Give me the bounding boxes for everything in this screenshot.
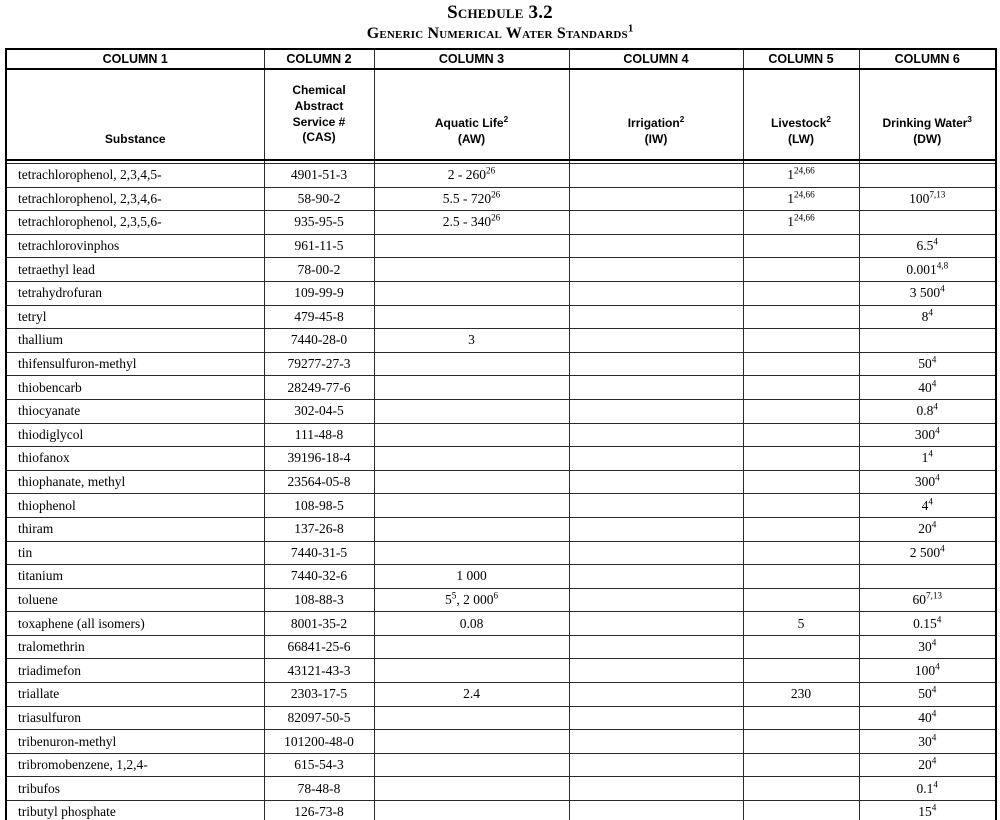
iw-cell [569,494,743,518]
table-row [6,565,996,589]
iw-cell [569,234,743,258]
aw-cell: $2 - 260^{26}$ [374,164,569,188]
cas-cell: 109-99-9 [264,281,374,305]
iw-cell [569,635,743,659]
title-block [0,2,1000,43]
dw-cell [859,329,996,353]
lw-cell [743,588,859,612]
aw-cell [374,659,569,683]
cas-cell: 79277-27-3 [264,352,374,376]
table-body [6,164,996,820]
dw-cell [859,164,996,188]
cas-cell: 58-90-2 [264,187,374,211]
aw-cell [374,635,569,659]
lw-cell: 5 [743,612,859,636]
iw-cell [569,399,743,423]
aw-cell: 0.08 [374,612,569,636]
lw-cell [743,329,859,353]
dw-cell: $0.8^4$ [859,399,996,423]
lw-cell [743,801,859,820]
substance-cell: tin [6,541,264,565]
cas-cell: 108-88-3 [264,588,374,612]
substance-cell: tetrachlorophenol, 2,3,4,6- [6,187,264,211]
dw-cell: $30^4$ [859,730,996,754]
dw-cell: 2 $500^4$ [859,541,996,565]
substance-cell: triallate [6,683,264,707]
dw-cell: 100$^{7,13}$ [859,187,996,211]
dw-cell: $300^4$ [859,470,996,494]
iw-cell [569,541,743,565]
iw-cell [569,164,743,188]
dw-cell [859,211,996,235]
table-row [6,281,996,305]
substance-cell: tetrachlorophenol, 2,3,5,6- [6,211,264,235]
lw-cell [743,730,859,754]
cas-cell: 302-04-5 [264,399,374,423]
cas-cell: 28249-77-6 [264,376,374,400]
column-header-6: COLUMN 6 [859,49,996,69]
subheader-livestock: Livestock$^2$ (LW) [743,69,859,160]
substance-cell: thiodiglycol [6,423,264,447]
table-row [6,258,996,282]
dw-cell: $50^4$ [859,683,996,707]
cas-cell: 137-26-8 [264,517,374,541]
iw-cell [569,565,743,589]
lw-cell: 1$^{24,66}$ [743,211,859,235]
iw-cell [569,376,743,400]
lw-cell [743,659,859,683]
lw-cell [743,305,859,329]
dw-cell: 60$^{7,13}$ [859,588,996,612]
dw-cell: $15^4$ [859,801,996,820]
lw-cell [743,517,859,541]
dw-cell: $40^4$ [859,706,996,730]
substance-cell: thifensulfuron-methyl [6,352,264,376]
substance-cell: tribromobenzene, 1,2,4- [6,753,264,777]
table-row [6,517,996,541]
cas-cell: 615-54-3 [264,753,374,777]
table-row [6,683,996,707]
table-header [6,49,996,164]
cas-cell: 78-00-2 [264,258,374,282]
schedule-title: Schedule 3.2 [447,2,553,23]
water-standards-table [5,48,997,820]
cas-cell: 2303-17-5 [264,683,374,707]
aw-cell [374,801,569,820]
cas-cell: 8001-35-2 [264,612,374,636]
aw-cell [374,517,569,541]
aw-cell [374,777,569,801]
dw-cell: $20^4$ [859,753,996,777]
substance-cell: tetrachlorovinphos [6,234,264,258]
table-row [6,612,996,636]
table-row [6,470,996,494]
iw-cell [569,683,743,707]
column-header-1: COLUMN 1 [6,49,264,69]
column-header-3: COLUMN 3 [374,49,569,69]
cas-cell: 961-11-5 [264,234,374,258]
substance-cell: tetryl [6,305,264,329]
substance-cell: toluene [6,588,264,612]
iw-cell [569,329,743,353]
table-row [6,187,996,211]
lw-cell [743,470,859,494]
subheader-row [6,69,996,160]
dw-cell: 3 $500^4$ [859,281,996,305]
iw-cell [569,777,743,801]
lw-cell [743,376,859,400]
lw-cell [743,234,859,258]
aw-cell [374,352,569,376]
column-header-4: COLUMN 4 [569,49,743,69]
iw-cell [569,211,743,235]
iw-cell [569,423,743,447]
aw-cell [374,399,569,423]
table-row [6,164,996,188]
lw-cell [743,399,859,423]
aw-cell [374,258,569,282]
aw-cell [374,281,569,305]
dw-cell: 0.001$^{4,8}$ [859,258,996,282]
iw-cell [569,470,743,494]
substance-cell: tributyl phosphate [6,801,264,820]
lw-cell [743,447,859,471]
table-row [6,494,996,518]
substance-cell: triadimefon [6,659,264,683]
dw-cell: $300^4$ [859,423,996,447]
iw-cell [569,352,743,376]
iw-cell [569,258,743,282]
aw-cell: $5.5 - 720^{26}$ [374,187,569,211]
lw-cell [743,565,859,589]
substance-cell: thiram [6,517,264,541]
aw-cell [374,706,569,730]
aw-cell [374,494,569,518]
lw-cell [743,777,859,801]
subheader-irrigation: Irrigation$^2$ (IW) [569,69,743,160]
aw-cell: $5^5$, 2 $000^6$ [374,588,569,612]
table-row [6,376,996,400]
dw-cell [859,565,996,589]
table-row [6,352,996,376]
cas-cell: 7440-31-5 [264,541,374,565]
substance-cell: thiophenol [6,494,264,518]
lw-cell: 1$^{24,66}$ [743,187,859,211]
dw-cell: $40^4$ [859,376,996,400]
cas-cell: 66841-25-6 [264,635,374,659]
lw-cell [743,541,859,565]
cas-cell: 111-48-8 [264,423,374,447]
substance-cell: thiocyanate [6,399,264,423]
iw-cell [569,447,743,471]
dw-cell: $6.5^4$ [859,234,996,258]
cas-cell: 7440-28-0 [264,329,374,353]
aw-cell: 1 000 [374,565,569,589]
cas-cell: 39196-18-4 [264,447,374,471]
iw-cell [569,281,743,305]
dw-cell: 0.15$^4$ [859,612,996,636]
substance-cell: tralomethrin [6,635,264,659]
cas-cell: 935-95-5 [264,211,374,235]
lw-cell: 1$^{24,66}$ [743,164,859,188]
table-row [6,659,996,683]
subheader-aquatic-life: Aquatic Life$^2$ (AW) [374,69,569,160]
table-row [6,211,996,235]
cas-cell: 7440-32-6 [264,565,374,589]
iw-cell [569,753,743,777]
dw-cell: $30^4$ [859,635,996,659]
lw-cell [743,281,859,305]
substance-cell: tetrahydrofuran [6,281,264,305]
dw-cell: $20^4$ [859,517,996,541]
cas-cell: 126-73-8 [264,801,374,820]
table-row [6,447,996,471]
table-row [6,730,996,754]
substance-cell: tribenuron-methyl [6,730,264,754]
subheader-substance: Substance [6,69,264,160]
table-row [6,588,996,612]
iw-cell [569,730,743,754]
dw-cell: $0.1^4$ [859,777,996,801]
aw-cell [374,305,569,329]
subheader-drinking-water: Drinking Water$^3$ (DW) [859,69,996,160]
substance-cell: tribufos [6,777,264,801]
aw-cell [374,753,569,777]
substance-cell: titanium [6,565,264,589]
table-row [6,541,996,565]
aw-cell [374,447,569,471]
substance-cell: tetrachlorophenol, 2,3,4,5- [6,164,264,188]
substance-cell: thiophanate, methyl [6,470,264,494]
table-row [6,305,996,329]
table-row [6,635,996,659]
iw-cell [569,659,743,683]
cas-cell: 43121-43-3 [264,659,374,683]
table-row [6,801,996,820]
substance-cell: toxaphene (all isomers) [6,612,264,636]
aw-cell [374,541,569,565]
table-row [6,329,996,353]
dw-cell: $50^4$ [859,352,996,376]
lw-cell [743,494,859,518]
table-row [6,234,996,258]
iw-cell [569,588,743,612]
iw-cell [569,305,743,329]
aw-cell: 2.4 [374,683,569,707]
lw-cell [743,706,859,730]
iw-cell [569,706,743,730]
dw-cell: $8^4$ [859,305,996,329]
table-row [6,399,996,423]
column-header-5: COLUMN 5 [743,49,859,69]
lw-cell [743,753,859,777]
substance-cell: triasulfuron [6,706,264,730]
substance-cell: thiofanox [6,447,264,471]
iw-cell [569,801,743,820]
aw-cell [374,376,569,400]
iw-cell [569,187,743,211]
dw-cell: $4^4$ [859,494,996,518]
cas-cell: 479-45-8 [264,305,374,329]
iw-cell [569,612,743,636]
lw-cell [743,352,859,376]
table-row [6,777,996,801]
lw-cell [743,423,859,447]
substance-cell: thiobencarb [6,376,264,400]
cas-cell: 101200-48-0 [264,730,374,754]
dw-cell: $100^4$ [859,659,996,683]
aw-cell: $2.5 - 340^{26}$ [374,211,569,235]
aw-cell [374,234,569,258]
table-row [6,706,996,730]
cas-cell: 82097-50-5 [264,706,374,730]
cas-cell: 78-48-8 [264,777,374,801]
aw-cell [374,470,569,494]
schedule-subtitle: Generic Numerical Water Standards$^1$ [366,22,634,42]
lw-cell [743,258,859,282]
cas-cell: 4901-51-3 [264,164,374,188]
substance-cell: thallium [6,329,264,353]
cas-cell: 108-98-5 [264,494,374,518]
aw-cell: 3 [374,329,569,353]
column-header-2: COLUMN 2 [264,49,374,69]
aw-cell [374,423,569,447]
aw-cell [374,730,569,754]
table-row [6,423,996,447]
lw-cell [743,635,859,659]
table-row [6,753,996,777]
subheader-cas: Chemical Abstract Service # (CAS) [264,69,374,160]
lw-cell: 230 [743,683,859,707]
column-header-row [6,49,996,69]
cas-cell: 23564-05-8 [264,470,374,494]
substance-cell: tetraethyl lead [6,258,264,282]
dw-cell: $1^4$ [859,447,996,471]
iw-cell [569,517,743,541]
